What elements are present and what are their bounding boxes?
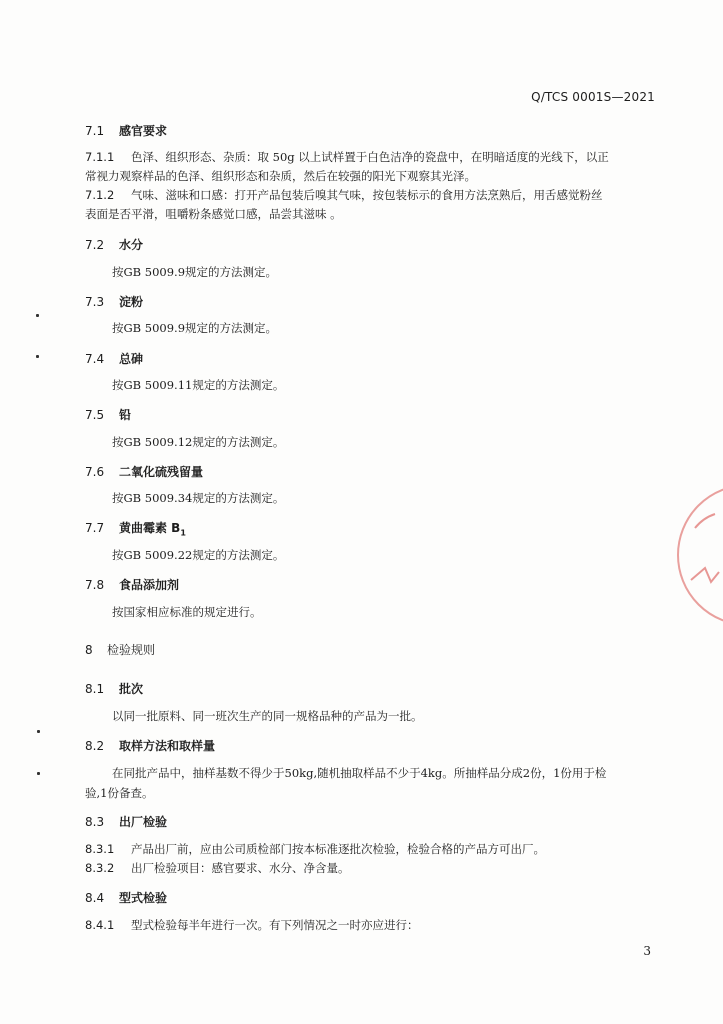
seal-ring bbox=[678, 485, 723, 625]
clause-7-1-2-line2: 表面是否平滑，咀嚼粉条感觉口感，品尝其滋味 。 bbox=[85, 207, 342, 221]
clause-number: 8.3.2 bbox=[85, 861, 115, 875]
section-number: 7.6 bbox=[85, 465, 105, 479]
section-8-1-text: 以同一批原料、同一班次生产的同一规格品种的产品为一批。 bbox=[112, 709, 423, 723]
section-7-3-heading bbox=[85, 293, 143, 310]
section-7-4-heading bbox=[85, 350, 143, 367]
section-8-4-heading bbox=[85, 889, 167, 906]
clause-number: 7.1.2 bbox=[85, 188, 115, 202]
section-title: 水分 bbox=[119, 238, 144, 252]
section-8-2-heading bbox=[85, 737, 215, 754]
section-7-7-heading bbox=[85, 519, 186, 537]
clause-text: 产品出厂前，应由公司质检部门按本标准逐批次检验，检验合格的产品方可出厂。 bbox=[131, 842, 545, 856]
seal-marking bbox=[695, 514, 715, 528]
clause-number: 7.1.1 bbox=[85, 150, 115, 164]
section-7-8-text: 按国家相应标准的规定进行。 bbox=[112, 605, 262, 619]
clause-text: 出厂检验项目：感官要求、水分、净含量。 bbox=[131, 861, 350, 875]
clause-7-1-1-line1 bbox=[85, 148, 609, 167]
partial-seal-stamp bbox=[673, 470, 723, 640]
section-number: 7.7 bbox=[85, 521, 105, 535]
chapter-number: 8 bbox=[85, 643, 93, 657]
clause-8-3-1 bbox=[85, 840, 545, 859]
section-8-2-line1: 在同批产品中，抽样基数不得少于50kg,随机抽取样品不少于4kg。所抽样品分成2份，1份用于检 bbox=[112, 766, 607, 780]
section-title: 淀粉 bbox=[119, 295, 144, 309]
standard-code: Q/TCS 0001S—2021 bbox=[531, 90, 655, 104]
section-7-6-text: 按GB 5009.34规定的方法测定。 bbox=[112, 491, 285, 505]
section-8-2-line2: 验,1份备查。 bbox=[85, 786, 154, 800]
section-title: 二氧化硫残留量 bbox=[119, 465, 204, 479]
section-number: 8.4 bbox=[85, 891, 105, 905]
section-number: 7.1 bbox=[85, 124, 105, 138]
clause-text: 气味、滋味和口感：打开产品包装后嗅其气味，按包装标示的食用方法烹熟后，用舌感觉粉丝 bbox=[131, 188, 603, 202]
section-7-5-heading bbox=[85, 406, 131, 423]
section-number: 7.3 bbox=[85, 295, 105, 309]
section-title: 食品添加剂 bbox=[119, 578, 180, 592]
chapter-8-heading bbox=[85, 641, 155, 658]
section-title: 取样方法和取样量 bbox=[119, 739, 216, 753]
section-8-1-heading bbox=[85, 680, 143, 697]
section-title: 总砷 bbox=[119, 352, 144, 366]
section-number: 8.2 bbox=[85, 739, 105, 753]
section-number: 7.2 bbox=[85, 238, 105, 252]
scan-mark bbox=[36, 355, 39, 358]
section-7-2-heading bbox=[85, 236, 143, 253]
clause-text: 型式检验每半年进行一次。有下列情况之一时亦应进行： bbox=[131, 918, 419, 932]
scan-mark bbox=[37, 772, 40, 775]
section-title: 出厂检验 bbox=[119, 815, 168, 829]
section-title-subscript: 1 bbox=[180, 528, 186, 538]
clause-8-4-1 bbox=[85, 916, 419, 935]
section-title: 感官要求 bbox=[119, 124, 168, 138]
clause-text: 色泽、组织形态、杂质：取 50g 以上试样置于白色洁净的瓷盘中，在明暗适度的光线下，以正 bbox=[131, 150, 609, 164]
section-title: 批次 bbox=[119, 682, 144, 696]
section-7-6-heading bbox=[85, 463, 203, 480]
section-7-2-text: 按GB 5009.9规定的方法测定。 bbox=[112, 265, 278, 279]
section-7-1-heading bbox=[85, 122, 167, 139]
chapter-title: 检验规则 bbox=[107, 643, 156, 657]
section-number: 7.5 bbox=[85, 408, 105, 422]
section-7-8-heading bbox=[85, 576, 179, 593]
section-8-3-heading bbox=[85, 813, 167, 830]
clause-number: 8.3.1 bbox=[85, 842, 115, 856]
scan-mark bbox=[36, 314, 39, 317]
clause-8-3-2 bbox=[85, 859, 350, 878]
section-number: 7.4 bbox=[85, 352, 105, 366]
section-7-7-text: 按GB 5009.22规定的方法测定。 bbox=[112, 548, 285, 562]
seal-marking bbox=[691, 568, 719, 582]
section-number: 8.1 bbox=[85, 682, 105, 696]
scan-mark bbox=[37, 730, 40, 733]
section-title: 铅 bbox=[119, 408, 132, 422]
clause-number: 8.4.1 bbox=[85, 918, 115, 932]
section-7-4-text: 按GB 5009.11规定的方法测定。 bbox=[112, 378, 285, 392]
section-7-5-text: 按GB 5009.12规定的方法测定。 bbox=[112, 435, 285, 449]
page-number: 3 bbox=[643, 944, 651, 958]
section-number: 8.3 bbox=[85, 815, 105, 829]
section-number: 7.8 bbox=[85, 578, 105, 592]
clause-7-1-2-line1 bbox=[85, 186, 603, 205]
section-title: 黄曲霉素 B bbox=[119, 521, 181, 535]
section-title: 型式检验 bbox=[119, 891, 168, 905]
clause-7-1-1-line2: 常视力观察样品的色泽、组织形态和杂质，然后在较强的阳光下观察其光泽。 bbox=[85, 169, 476, 183]
section-7-3-text: 按GB 5009.9规定的方法测定。 bbox=[112, 321, 278, 335]
